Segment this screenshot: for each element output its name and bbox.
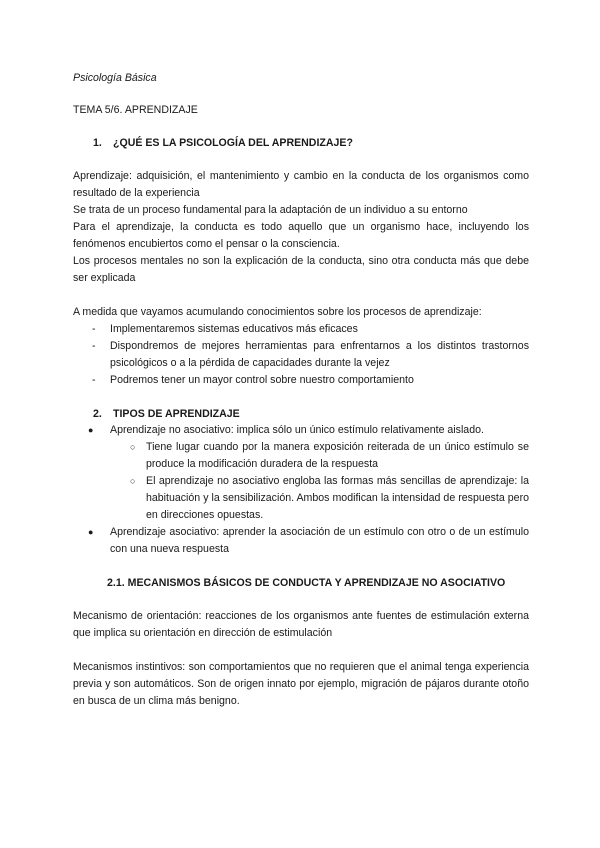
paragraph: Mecanismo de orientación: reacciones de los organismos ante fuentes de estimulación externa que implica su orientación en dirección de estimulación	[73, 610, 529, 639]
dash-mark: -	[92, 323, 96, 335]
dash-list	[73, 321, 529, 389]
section-2-title: TIPOS DE APRENDIZAJE	[113, 408, 240, 420]
circle-mark: ○	[130, 442, 136, 452]
bullet-mark: ●	[88, 425, 94, 435]
list-item: ● Aprendizaje no asociativo: implica sólo un único estímulo relativamente aislado. ○ Tiene lugar cuando por la manera exposición reiterada de un único estímulo se produce la modificación duradera de la respuesta ○ El aprendizaje no asociativo engloba las formas más sencillas de aprendizaje: la habituación y la sensibilización. Ambos modifican la intensidad de respuesta pero en direcciones opuestas.	[73, 422, 529, 524]
section-2-heading	[73, 406, 529, 422]
section-2-number: 2.	[93, 408, 102, 420]
subject-title: Psicología Básica	[73, 72, 157, 84]
list-item: - Dispondremos de mejores herramientas para enfrentarnos a los distintos trastornos psicológicos o a la pérdida de capacidades durante la vejez	[92, 340, 529, 369]
list-item: ○ El aprendizaje no asociativo engloba las formas más sencillas de aprendizaje: la habituación y la sensibilización. Ambos modifican la intensidad de respuesta pero en direcciones opuestas.	[130, 475, 529, 521]
paragraph: Aprendizaje: adquisición, el mantenimiento y cambio en la conducta de los organismos como resultado de la experiencia	[73, 170, 529, 199]
paragraph: Se trata de un proceso fundamental para la adaptación de un individuo a su entorno	[73, 204, 468, 216]
document-page	[73, 70, 529, 710]
section-1-body	[73, 168, 529, 287]
bullet-list	[73, 422, 529, 558]
dash-mark: -	[92, 374, 96, 386]
paragraph: Para el aprendizaje, la conducta es todo aquello que un organismo hace, incluyendo los fenómenos encubiertos como el pensar o la consciencia.	[73, 221, 529, 250]
circle-mark: ○	[130, 476, 136, 486]
paragraph: Mecanismos instintivos: son comportamientos que no requieren que el animal tenga experiencia previa y son automáticos. Son de origen innato por ejemplo, migración de pájaros durante otoño en busca de un clima más benigno.	[73, 661, 529, 707]
sub-list	[110, 439, 529, 524]
bullet-mark: ●	[88, 527, 94, 537]
list-item: - Podremos tener un mayor control sobre nuestro comportamiento	[73, 372, 529, 389]
list-item: ● Aprendizaje asociativo: aprender la asociación de un estímulo con otro o de un estímulo con una nueva respuesta	[88, 526, 529, 555]
paragraph: Los procesos mentales no son la explicación de la conducta, sino otra conducta más que debe ser explicada	[73, 255, 529, 284]
list-item: - Implementaremos sistemas educativos más eficaces	[73, 321, 529, 338]
dash-mark: -	[92, 340, 96, 352]
list-intro: A medida que vayamos acumulando conocimientos sobre los procesos de aprendizaje:	[73, 306, 482, 318]
topic-title: TEMA 5/6. APRENDIZAJE	[73, 104, 198, 116]
section-1-title: ¿QUÉ ES LA PSICOLOGÍA DEL APRENDIZAJE?	[113, 137, 353, 149]
section-1-heading	[73, 135, 529, 151]
section-1-number: 1.	[93, 137, 102, 149]
list-item: ○ Tiene lugar cuando por la manera exposición reiterada de un único estímulo se produce la modificación duradera de la respuesta	[130, 441, 529, 470]
section-2-1-heading: 2.1. MECANISMOS BÁSICOS DE CONDUCTA Y APRENDIZAJE NO ASOCIATIVO	[107, 577, 506, 589]
